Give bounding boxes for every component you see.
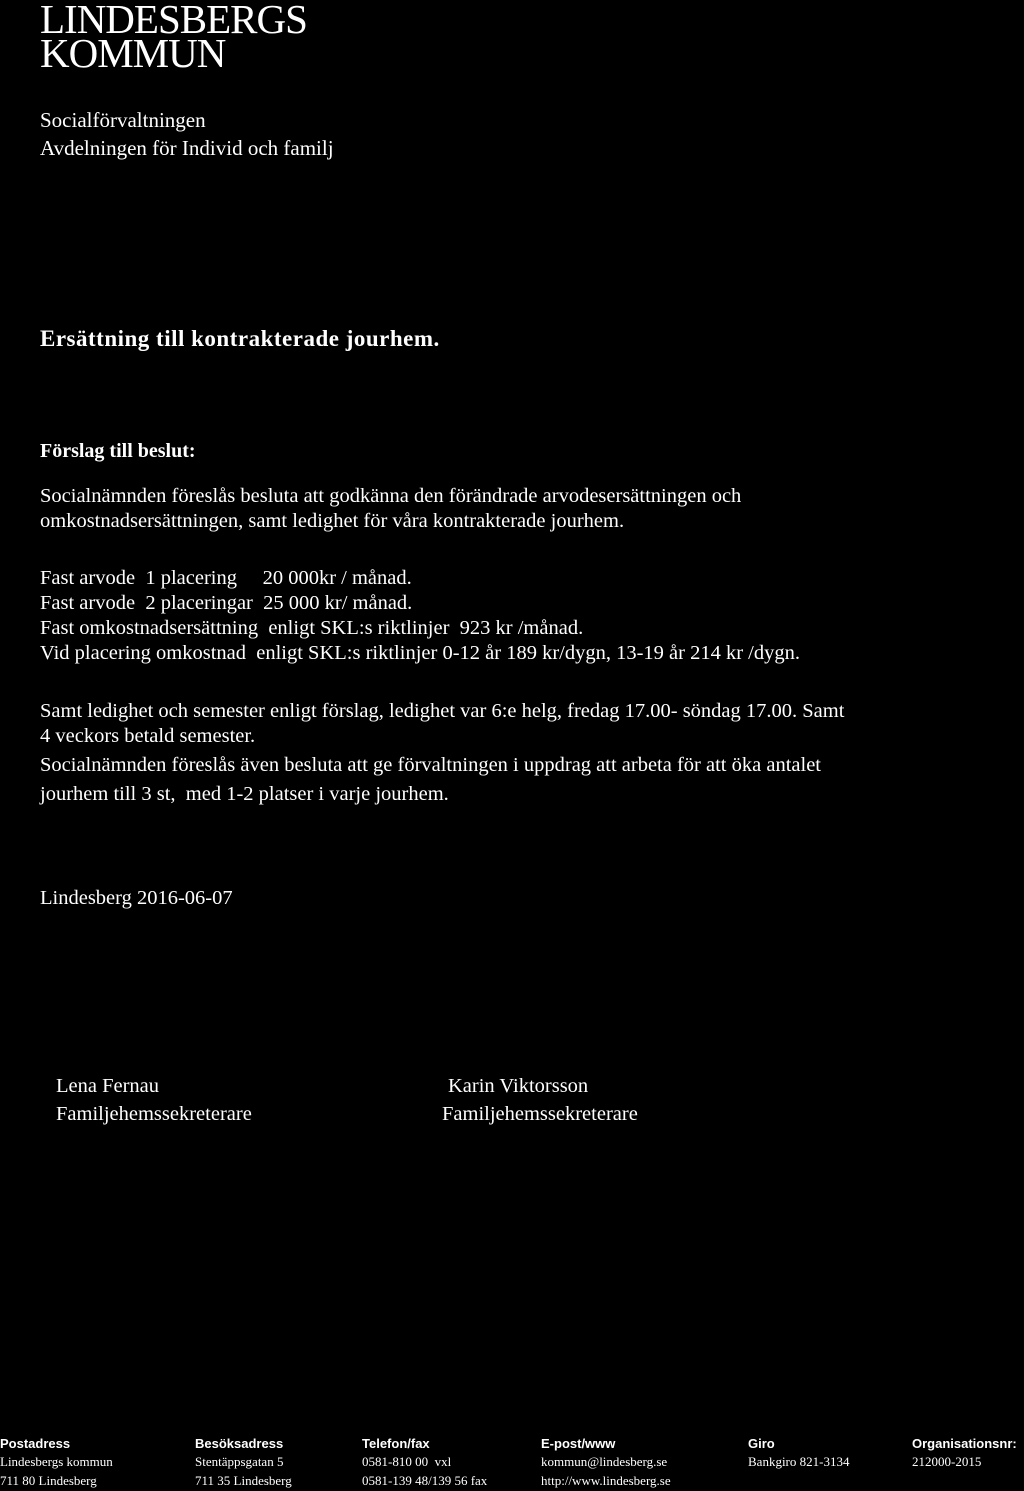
footer-value: Lindesbergs kommun bbox=[0, 1454, 113, 1469]
footer-heading-postadress: Postadress bbox=[0, 1436, 71, 1451]
footer-heading-telefon: Telefon/fax bbox=[362, 1436, 430, 1451]
fee-line: Fast omkostnadsersättning enligt SKL:s riktlinjer 923 kr /månad. bbox=[40, 617, 584, 639]
footer-value: 0581-139 48/139 56 fax bbox=[362, 1473, 488, 1488]
signatory-role: Familjehemssekreterare bbox=[442, 1103, 638, 1125]
leave-line: 4 veckors betald semester. bbox=[40, 725, 256, 747]
date-line: Lindesberg 2016-06-07 bbox=[40, 887, 233, 909]
leave-line: Samt ledighet och semester enligt förslag, ledighet var 6:e helg, fredag 17.00- söndag 17.00. Samt bbox=[40, 700, 845, 722]
division-name: Avdelningen för Individ och familj bbox=[40, 136, 334, 160]
leave-line: Socialnämnden föreslås även besluta att ge förvaltningen i uppdrag att arbeta för att öka antalet bbox=[40, 754, 821, 776]
footer-email-link[interactable]: kommun@lindesberg.se bbox=[541, 1454, 668, 1469]
proposal-heading: Förslag till beslut: bbox=[40, 440, 196, 462]
footer-heading-epost: E-post/www bbox=[541, 1436, 616, 1451]
fee-line: Vid placering omkostnad enligt SKL:s riktlinjer 0-12 år 189 kr/dygn, 13-19 år 214 kr /dygn. bbox=[40, 642, 800, 664]
footer-heading-orgnr: Organisationsnr: bbox=[912, 1436, 1017, 1451]
footer-value: 0581-810 00 vxl bbox=[362, 1454, 452, 1469]
leave-line: jourhem till 3 st, med 1-2 platser i varje jourhem. bbox=[40, 783, 449, 805]
logo-text-line2: KOMMUN bbox=[40, 30, 226, 76]
department-name: Socialförvaltningen bbox=[40, 108, 206, 132]
fee-line: Fast arvode 1 placering 20 000kr / månad. bbox=[40, 567, 412, 589]
intro-line: Socialnämnden föreslås besluta att godkänna den förändrade arvodesersättningen och bbox=[40, 485, 742, 507]
signatory-name: Lena Fernau bbox=[56, 1075, 160, 1097]
footer-website-link[interactable]: http://www.lindesberg.se bbox=[541, 1473, 671, 1488]
intro-line: omkostnadsersättningen, samt ledighet för våra kontrakterade jourhem. bbox=[40, 510, 625, 532]
footer-value: Stentäppsgatan 5 bbox=[195, 1454, 284, 1469]
footer-value: 711 35 Lindesberg bbox=[195, 1473, 292, 1488]
footer-heading-giro: Giro bbox=[748, 1436, 775, 1451]
footer-value: 212000-2015 bbox=[912, 1454, 982, 1469]
signatory-role: Familjehemssekreterare bbox=[56, 1103, 252, 1125]
footer-value: Bankgiro 821-3134 bbox=[748, 1454, 850, 1469]
footer-value: 711 80 Lindesberg bbox=[0, 1473, 97, 1488]
document-title: Ersättning till kontrakterade jourhem. bbox=[40, 326, 440, 351]
signatory-name: Karin Viktorsson bbox=[448, 1075, 589, 1097]
footer-heading-besoksadress: Besöksadress bbox=[195, 1436, 284, 1451]
fee-line: Fast arvode 2 placeringar 25 000 kr/ månad. bbox=[40, 592, 413, 614]
logo-text-line1: LINDESBERGS bbox=[40, 0, 307, 42]
